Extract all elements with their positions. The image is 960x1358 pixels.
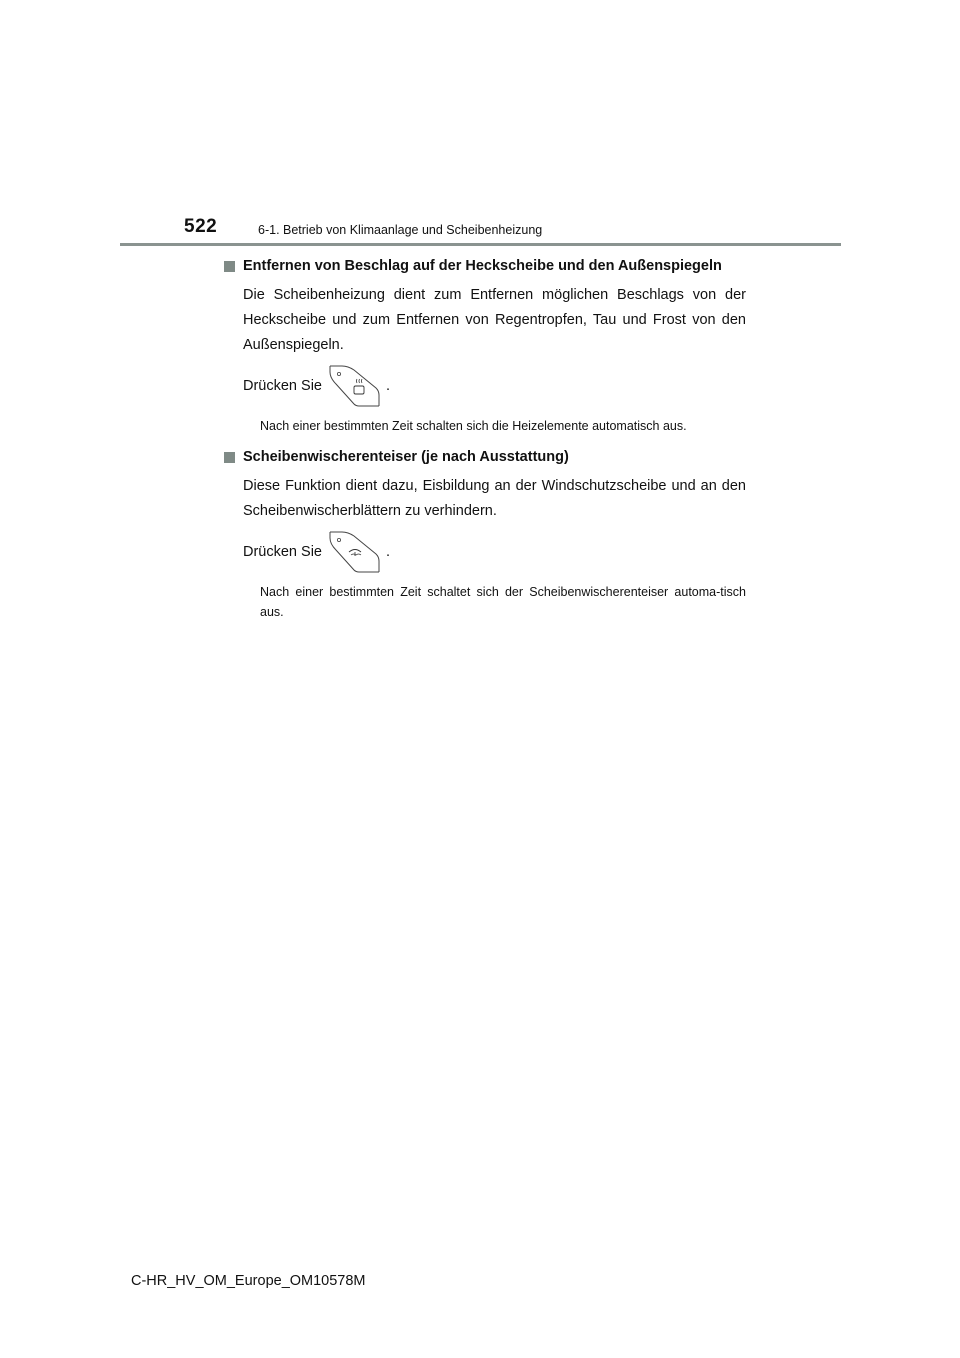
wiper-deicer-icon xyxy=(328,530,380,574)
section-heading-text: Scheibenwischerenteiser (je nach Ausstattung) xyxy=(243,449,569,465)
press-suffix: . xyxy=(385,377,391,394)
section-body: Diese Funktion dient dazu, Eisbildung an der Windschutzscheibe und an den Scheibenwischerblättern zu verhindern. xyxy=(243,478,746,519)
press-instruction xyxy=(243,530,746,574)
rear-defroster-button xyxy=(328,364,380,408)
press-prefix: Drücken Sie xyxy=(243,543,322,560)
section-body: Die Scheibenheizung dient zum Entfernen möglichen Beschlags von der Heckscheibe und zum Entfernen von Regentropfen, Tau und Frost von den Außenspiegeln. xyxy=(243,287,746,353)
press-suffix: . xyxy=(385,543,391,560)
press-instruction xyxy=(243,364,746,408)
section-rear-defogger xyxy=(224,256,746,436)
square-bullet-icon xyxy=(224,452,235,463)
press-prefix: Drücken Sie xyxy=(243,377,322,394)
page-number: 522 xyxy=(184,216,218,237)
section-note: Nach einer bestimmten Zeit schaltet sich der Scheibenwischerenteiser automa-tisch aus. xyxy=(260,585,746,619)
wiper-deicer-button xyxy=(328,530,380,574)
section-heading xyxy=(224,447,746,467)
header-divider xyxy=(120,243,841,246)
section-heading xyxy=(224,256,746,276)
section-note: Nach einer bestimmten Zeit schalten sich die Heizelemente automatisch aus. xyxy=(260,419,687,433)
section-wiper-deicer xyxy=(224,447,746,622)
section-heading-text: Entfernen von Beschlag auf der Heckscheibe und den Außenspiegeln xyxy=(243,258,722,274)
page-content xyxy=(224,256,746,622)
rear-defroster-icon xyxy=(328,364,380,408)
document-id: C-HR_HV_OM_Europe_OM10578M xyxy=(131,1273,366,1289)
square-bullet-icon xyxy=(224,261,235,272)
chapter-title: 6-1. Betrieb von Klimaanlage und Scheibenheizung xyxy=(258,223,543,237)
